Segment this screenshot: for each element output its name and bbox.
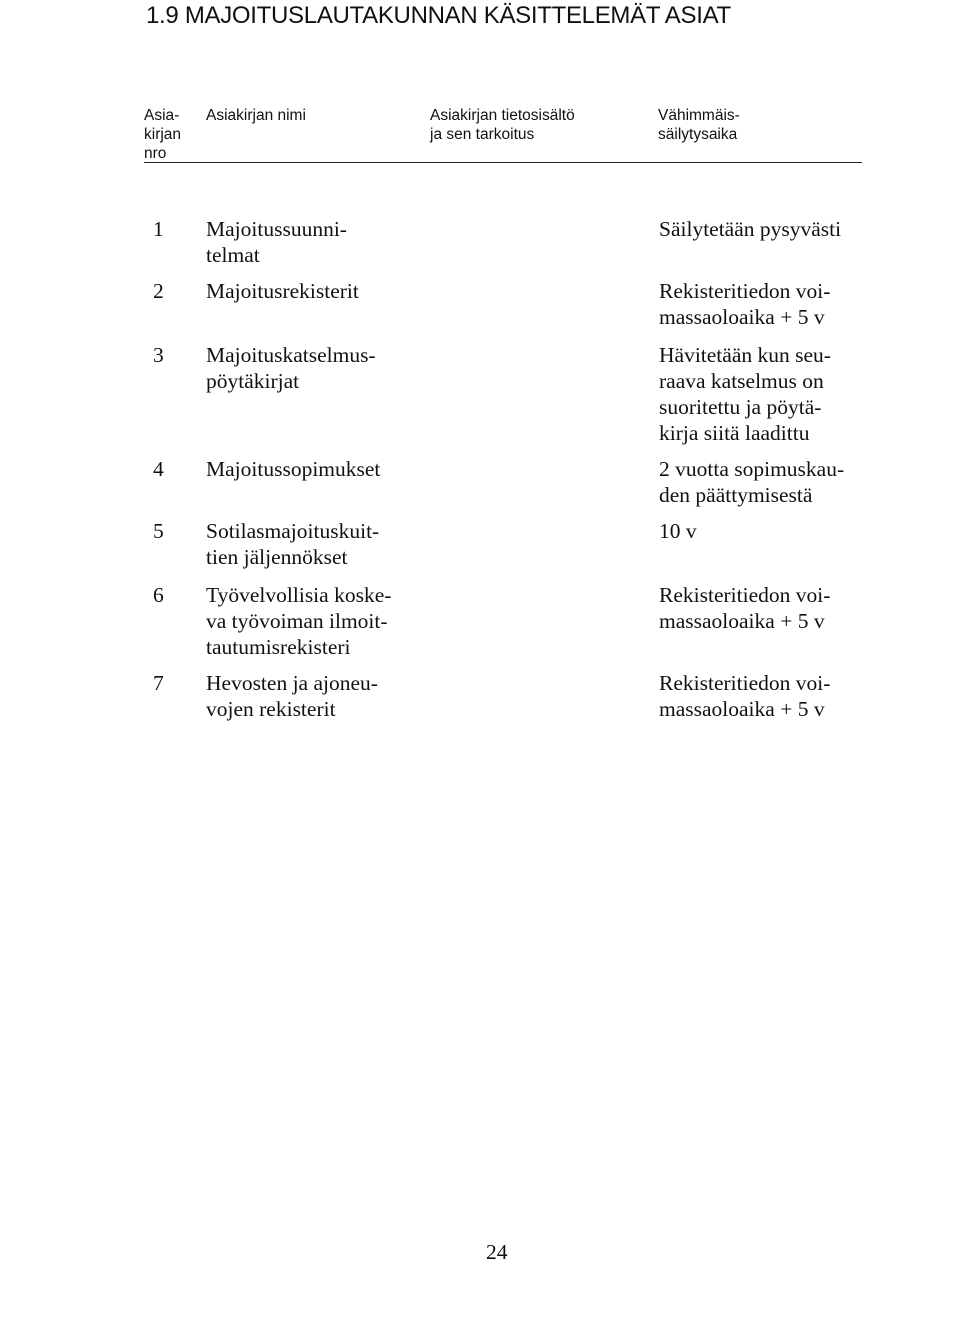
header-document-number: Asia- kirjan nro: [144, 107, 182, 162]
row-document-name: Sotilasmajoituskuit- tien jäljennökset: [206, 519, 380, 569]
row-retention-period: Rekisteritiedon voi- massaoloaika + 5 v: [659, 279, 831, 329]
row-number: 4: [153, 457, 164, 481]
row-number: 6: [153, 583, 164, 607]
row-number: 7: [153, 671, 164, 695]
row-document-name: Majoitusrekisterit: [206, 279, 359, 303]
row-retention-period: 2 vuotta sopimuskau- den päättymisestä: [659, 457, 845, 507]
row-number: 5: [153, 519, 164, 543]
row-document-name: Majoitussopimukset: [206, 457, 381, 481]
page-title: 1.9 MAJOITUSLAUTAKUNNAN KÄSITTELEMÄT ASIAT: [146, 2, 731, 29]
header-retention-period: Vähimmäis- säilytysaika: [658, 107, 740, 143]
row-retention-period: Rekisteritiedon voi- massaoloaika + 5 v: [659, 671, 831, 721]
row-document-name: Majoituskatselmus- pöytäkirjat: [206, 343, 376, 393]
row-number: 1: [153, 217, 164, 241]
header-divider: [144, 162, 862, 163]
header-document-content: Asiakirjan tietosisältö ja sen tarkoitus: [430, 107, 575, 143]
row-document-name: Majoitussuunni- telmat: [206, 217, 347, 267]
row-retention-period: Hävitetään kun seu- raava katselmus on suoritettu ja pöytä- kirja siitä laadittu: [659, 343, 831, 445]
row-document-name: Hevosten ja ajoneu- vojen rekisterit: [206, 671, 378, 721]
row-retention-period: Säilytetään pysyvästi: [659, 217, 842, 241]
row-document-name: Työvelvollisia koske- va työvoiman ilmoit- tautumisrekisteri: [206, 583, 392, 659]
page-number: 24: [486, 1240, 508, 1264]
row-number: 2: [153, 279, 164, 303]
row-retention-period: Rekisteritiedon voi- massaoloaika + 5 v: [659, 583, 831, 633]
header-document-name: Asiakirjan nimi: [206, 107, 306, 124]
row-retention-period: 10 v: [659, 519, 697, 543]
row-number: 3: [153, 343, 164, 367]
